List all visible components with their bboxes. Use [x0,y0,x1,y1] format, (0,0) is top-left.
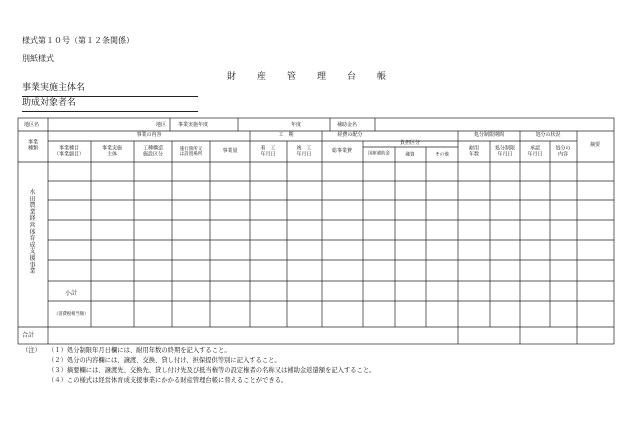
disposal-status-header: 処分の状況 [535,132,561,139]
loan-header: 融資 [405,152,415,158]
consumption-tax-label: （消費税相当額） [54,312,89,317]
approval-date-header: 承認 年月日 [527,145,543,157]
year-suffix-label: 年度 [291,122,302,128]
form-number: 様式第１０号（第１２条関係） [22,36,134,45]
note-2: （２）処分の内容欄には、譲渡、交換、貸し付け、担保提供等別に記入すること。 [48,357,281,364]
other-header: その他 [435,152,449,158]
total-label: 合計 [22,332,35,339]
total-cost-header: 総事業費 [331,148,353,155]
grant-target-label: 助成対象者名 [22,98,77,108]
project-year-label: 事業実施年度 [178,122,209,128]
project-item-header: 事業種目 （事業細目） [53,145,85,157]
national-subsidy-header: 国庫補助金 [368,151,390,157]
disposal-date-header: 処分制限 年月日 [494,145,516,157]
subtotal-label: 小計 [65,290,78,297]
implementer-label: 事業実施主体名 [22,83,86,93]
area-name-label: 地区名 [24,122,40,128]
location-header: 施行箇所又 は設置場所 [179,146,203,157]
start-date-header: 着 工 年月日 [260,145,276,157]
burden-header: 負担区分 [399,140,421,147]
attachment-label: 別紙様式 [22,54,54,63]
project-type-value: 水田農業経営体育成支援事業 [29,189,36,276]
period-header: 工 期 [278,132,294,139]
project-type-header: 事業 種類 [27,139,39,151]
disposal-limit-header: 処分制限期間 [473,132,505,139]
useful-life-header: 耐用 年数 [468,145,480,157]
completion-date-header: 竣 工 年月日 [296,145,312,157]
project-content-header: 事業の内容 [136,132,162,139]
construction-header: 工種構造 施設区分 [142,145,164,157]
page-title: 財産管理台帳 [227,72,408,82]
quantity-header: 事業量 [222,148,238,155]
subsidy-name-label: 補助金名 [337,122,358,128]
note-1: （１）処分制限年月日欄には、耐用年数の終期を記入すること。 [48,347,231,354]
note-3: （３）摘要欄には、譲渡先、交換先、貸し付け先及び抵当権等の設定権者の名称又は補助金返還額を記入すること。 [48,367,376,374]
remarks-header: 摘要 [589,142,601,149]
district-label: 地区 [156,122,167,128]
note-4: （４）この様式は経営体育成支援事業にかかる財産管理台帳に替えることができる。 [48,377,288,384]
notes-mark: （注） [22,347,41,354]
implementer-header: 事業実施 主体 [101,145,123,157]
disposal-content-header: 処分の 内容 [555,145,571,157]
cost-allocation-header: 経費の配分 [337,132,363,139]
